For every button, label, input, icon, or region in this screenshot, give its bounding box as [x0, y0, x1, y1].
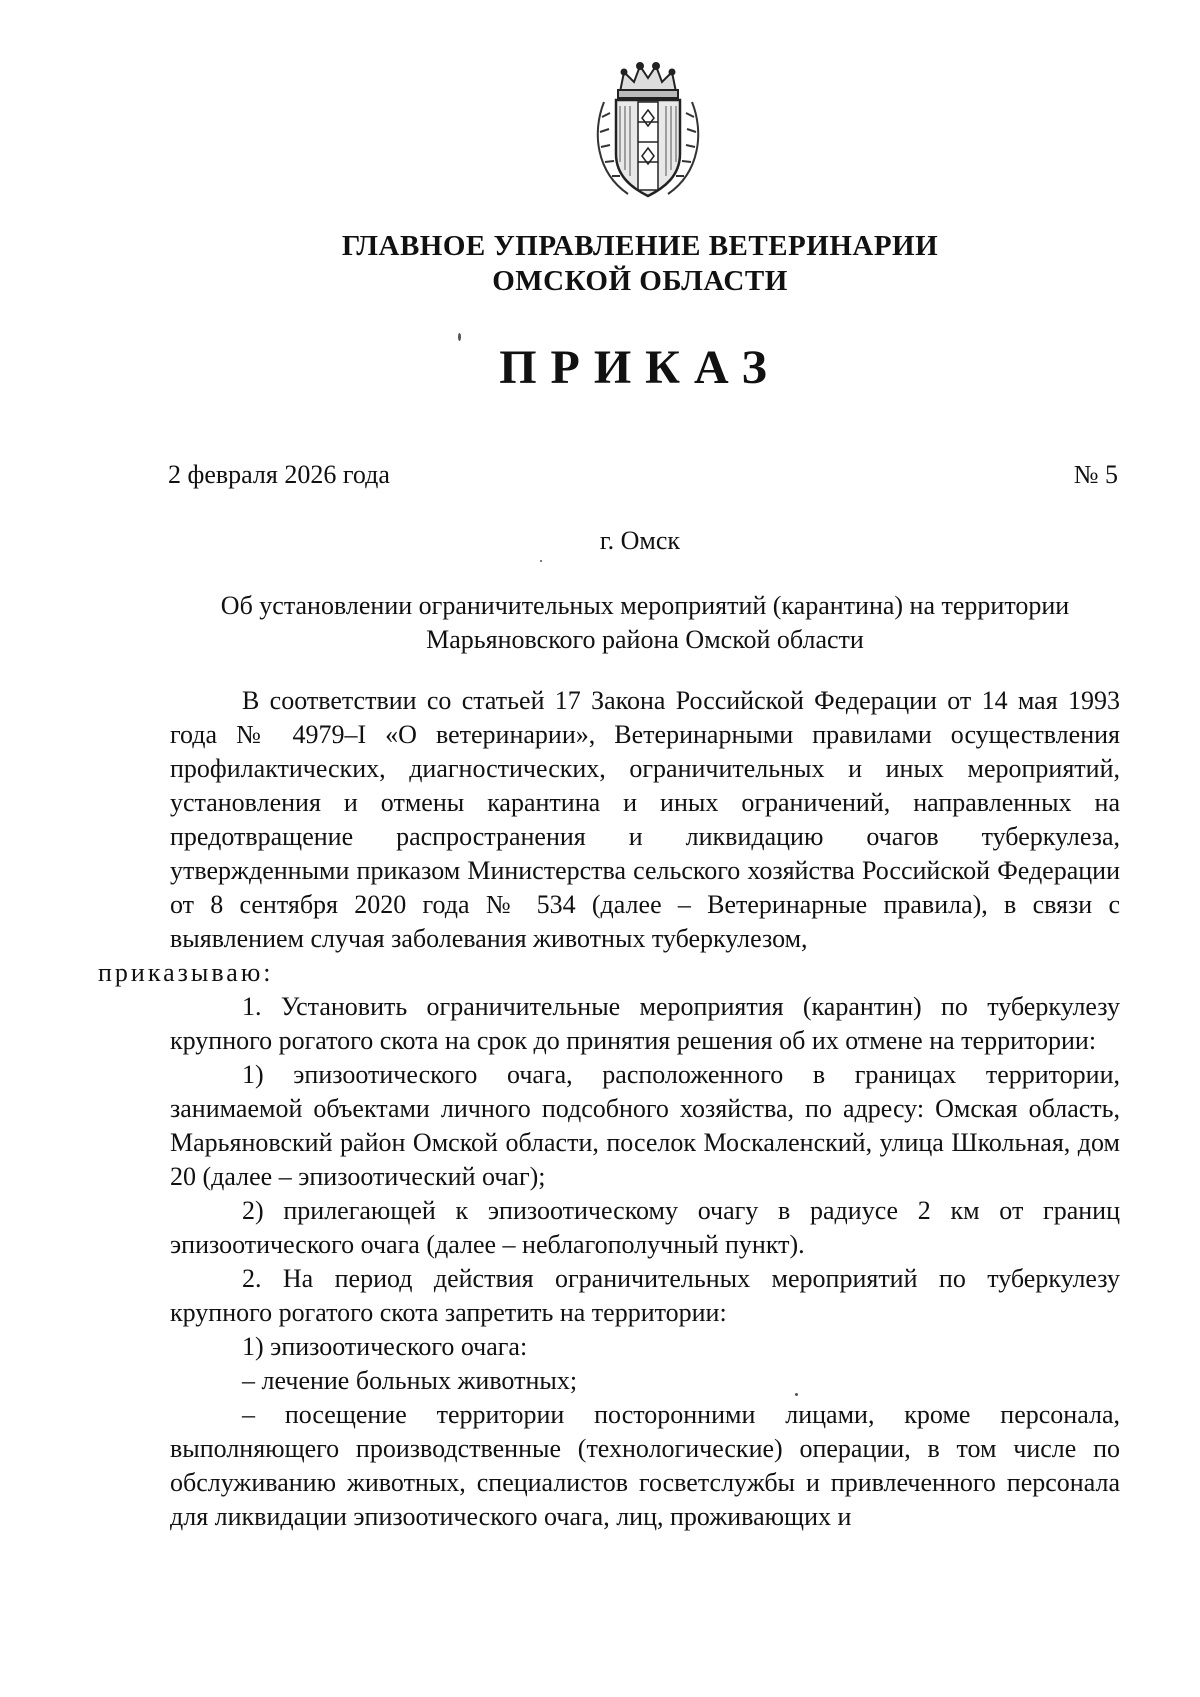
organization-name-line2: ОМСКОЙ ОБЛАСТИ — [492, 265, 788, 297]
scan-speck — [458, 333, 461, 341]
organization-name-line1: ГЛАВНОЕ УПРАВЛЕНИЕ ВЕТЕРИНАРИИ — [341, 230, 939, 262]
document-type-title: ПРИКАЗ — [499, 341, 781, 394]
preamble-paragraph — [98, 684, 1120, 990]
preamble-text: В соответствии со статьей 17 Закона Российской Федерации от 14 мая 1993 года № 4979–I «О ветеринарии», Ветеринарными правилами осуществления профилактических, диагностических, ограничительных и иных мероприятий, установления и отмены карантина и иных ограничений, направленных на предотвращение распространения и ликвидацию очагов туберкулеза, утвержденными приказом Министерства сельского хозяйства Российской Федерации от 8 сентября 2020 года № 534 (далее – Ветеринарные правила), в связи с выявлением случая заболевания животных туберкулезом, — [170, 686, 1120, 953]
body-paragraph: – лечение больных животных; — [242, 1366, 578, 1395]
scan-speck — [540, 560, 542, 562]
document-date: 2 февраля 2026 года — [168, 460, 390, 489]
document-body — [98, 684, 1120, 1534]
body-paragraph: 1. Установить ограничительные мероприятия (карантин) по туберкулезу крупного рогатого скота на срок до принятия решения об их отмене на территории: — [170, 992, 1120, 1055]
omsk-region-coat-of-arms-icon — [588, 62, 708, 202]
document-number: № 5 — [1073, 460, 1118, 489]
body-paragraph: 2) прилегающей к эпизоотическому очагу в радиусе 2 км от границ эпизоотического очага (далее – неблагополучный пункт). — [170, 1196, 1120, 1259]
order-word: приказываю: — [98, 958, 274, 987]
body-paragraph: – посещение территории посторонними лицами, кроме персонала, выполняющего производственные (технологические) операции, в том числе по обслуживанию животных, специалистов госветслужбы и привлеченного персонала для ликвидации эпизоотического очага, лиц, проживающих и — [170, 1400, 1120, 1531]
document-city: г. Омск — [599, 526, 681, 555]
body-paragraph: 1) эпизоотического очага, расположенного в границах территории, занимаемой объектами личного подсобного хозяйства, по адресу: Омская область, Марьяновский район Омской области, поселок Москаленский, улица Школьная, дом 20 (далее – эпизоотический очаг); — [170, 1060, 1120, 1191]
body-paragraph: 1) эпизоотического очага: — [242, 1332, 528, 1361]
scan-speck — [795, 1393, 798, 1396]
body-paragraph: 2. На период действия ограничительных мероприятий по туберкулезу крупного рогатого скота запретить на территории: — [170, 1264, 1120, 1327]
document-subject: Об установлении ограничительных мероприятий (карантина) на территории Марьяновского района Омской области — [220, 591, 1070, 654]
